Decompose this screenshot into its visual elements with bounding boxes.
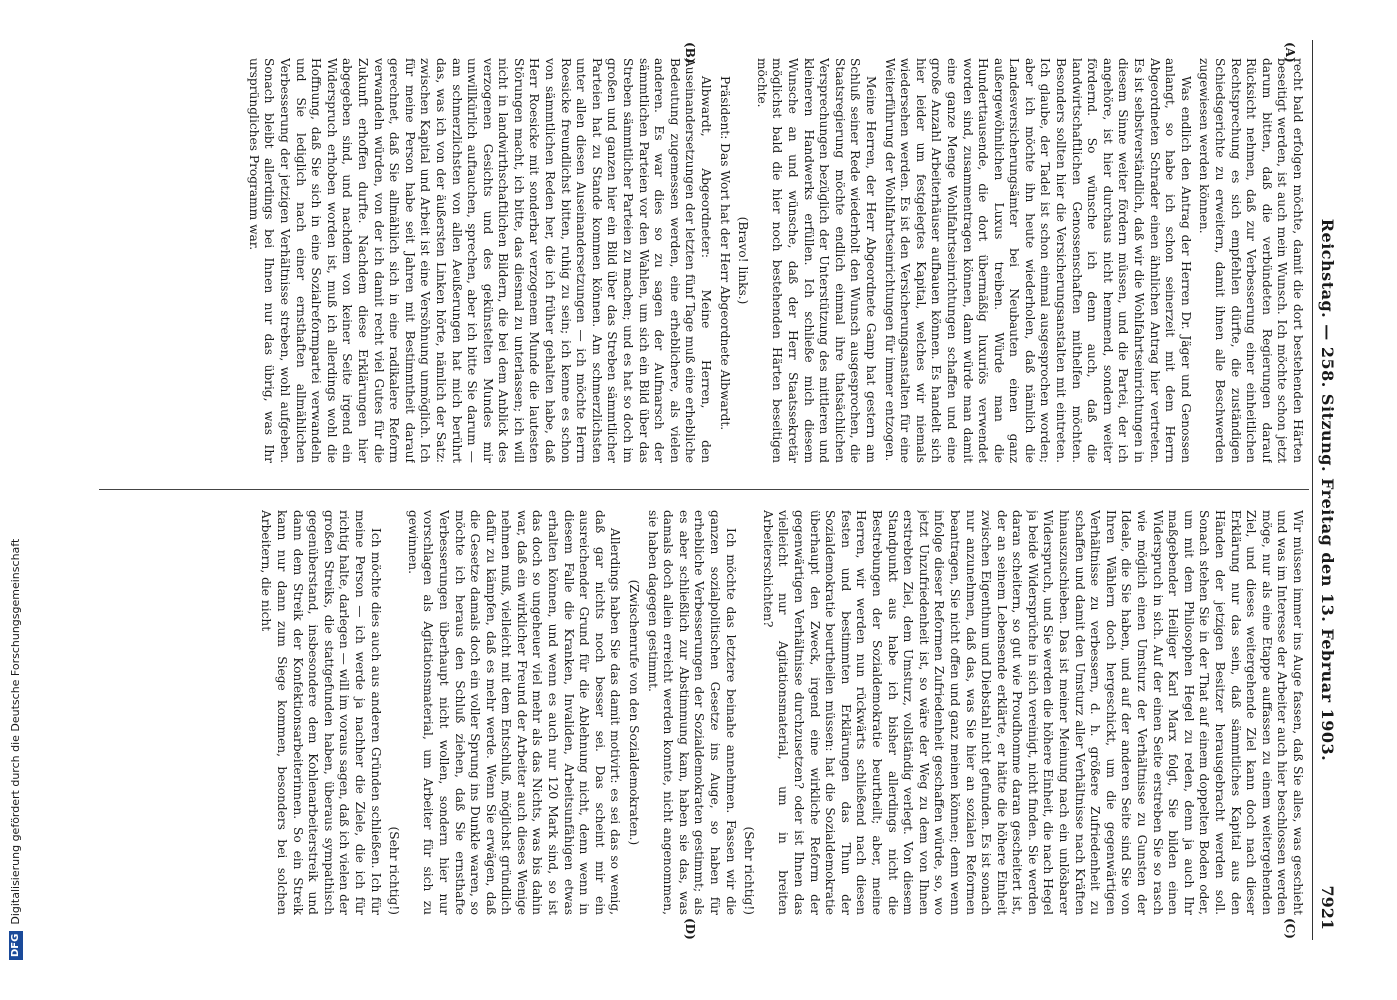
- page-header: [1312, 40, 1337, 940]
- funding-notice: [6, 0, 26, 1000]
- margin-marker-b: (B): [683, 42, 697, 64]
- side-margin: [0, 0, 30, 1000]
- paragraph: (Sehr richtig!): [742, 826, 757, 915]
- paragraph: Was endlich den Antrag der Herren Dr. Jäger und Genossen anlangt, so habe ich schon seinerzeit mit dem Herrn Abgeordneten Schrader einen ähnlichen Antrag hier vertreten. Es ist selbstverständlich, daß wir die Wohlfahrtseinrichtungen in diesem Sinne weiter fördern müssen, und die Partei, der ich angehöre, ist hier durchaus nicht hemmend, sondern weiter fördernd. So wünsche ich denn auch, daß die landwirtschaftlichen Genossenschaften mithelfen möchten. Besonders sollten hier die Versicherungsanstalten mit eintreten. Ich glaube, der Tadel ist schon einmal ausgesprochen worden; aber ich möchte ihn heute wiederholen, daß nämlich die Landesversicherungsämter bei Neubauten einen ganz außergewöhnlichen Luxus treiben. Würde man die Hunderttausende, die dort übermäßig luxuriös verwendet worden sind, zusammentragen können, dann würde man damit eine ganze Menge Wohlfahrtseinrichtungen schaffen und eine große Anzahl Arbeiterhäuser aufbauen können. Es handelt sich hier leider um festgelegtes Kapital, welches wir niemals wiedersehen werden. Es ist den Versicherungsanstalten für eine Weiterführung der Wohlfahrtseinrichtungen für immer entzogen.: [882, 58, 1193, 463]
- dfg-logo: DFG: [9, 931, 23, 960]
- paragraph: Präsident: Das Wort hat der Herr Abgeordnete Albwardt.: [717, 76, 732, 431]
- paragraph: Ich möchte dies auch aus anderen Gründen schließen. Ich für meine Person — ich werde ja nachher die Ziele, die ich für richtig halte, darlegen — will im voraus sagen, daß ich vielen der großen Streiks, die stattgefunden haben, überaus sympathisch gegenüberstand, insbesondere dem Kohlenarbeiterstreik und dann dem Streik der Konfektionsarbeiterinnen. So ein Streik kann nur dann zum Siege kommen, besonders bei solchen Arbeitern, die nicht: [259, 510, 383, 915]
- left-text-column: [105, 58, 1305, 463]
- column-divider: [99, 489, 1309, 490]
- paragraph: Albwardt, Abgeordneter: Meine Herren, den Auseinandersetzungen der letzten fünf Tage muß eine erhebliche Bedeutung zugemessen werden, eine erheblichere, als vielen anderen. Es war dies so zu sagen der Aufmarsch der sämmtlichen Parteien vor den Wahlen, um sich ein Bild über das Streben sämmtlicher Parteien zu machen; und es hat so doch im großen und ganzen hier ein Bild über das Streben sämmtlicher Parteien hat zu Stande kommen können. Am schmerzlichsten unter allen diesen Auseinandersetzungen — ich möchte Herrn Roesicke freundlichst bitten, ruhig zu sein; ich kenne es schon von sämmtlichen Reden her, die ich früher gehalten habe, daß Herr Roesicke mit sonderbar verzogenem Munde die lautesten Störungen macht, ich bitte, das diesmal zu unterlassen; ich will nicht in landwirthschaftlichen Bildern, die bei dem Anblick des verzogenen Gesichts und des gekünstelten Mundes mir unwillkürlich auftauchen, sprechen, aber ich bitte Sie darum — am schmerzlichsten von allen Aeußerungen hat mich berührt das, was ich von der äußersten Linken hörte, nämlich der Satz: zwischen Kapital und Arbeit ist eine Versöhnung unmöglich. Ich für meine Person habe seit Jahren mit Bestimmtheit darauf gerechnet, daß Sie allmählich sich in eine radikalere Reform verwandeln würden, von der ich damit recht viel Gutes für die Zukunft erhoffen durfte. Nachdem diese Erklärungen hier abgegeben sind, und nachdem von keiner Seite irgend ein Widerspruch erhoben worden ist, muß ich allerdings wohl die Hoffnung, daß Sie sich in eine Sozialreformpartei verwandeln und Sie lediglich nach einer ernsthaften allmählichen Verbesserung der jetzigen Verhältnisse streben, wohl aufgeben. Sonach bleibt allerdings bei Ihnen nur das übrig, was Ihr ursprüngliches Programm war.: [246, 58, 714, 463]
- paragraph: (Zwischenrufe von den Sozialdemokraten.): [627, 579, 642, 846]
- page-content-rotated: [87, 40, 1337, 940]
- margin-marker-c: (C): [1283, 918, 1297, 939]
- header-title: Reichstag. — 258. Sitzung. Freitag den 13. Februar 1903.: [1318, 218, 1337, 762]
- paragraph: Meine Herren, der Herr Abgeordnete Gamp hat gestern am Schluß seiner Rede wiederholt den Wunsch ausgesprochen, die Staatsregierung möchte endlich einmal ihre thatsächlichen Versprechungen bezüglich der Unterstützung des mittleren und kleineren Handwerks erfüllen. Ich schließe mich diesem Wunsche an und wünsche, daß der Herr Staatssekretär möglichst bald die hier noch bestehenden Härten beseitigen möchte.: [754, 58, 878, 463]
- paragraph: (Sehr richtig!): [387, 826, 402, 915]
- page-number: 7921: [1318, 885, 1337, 930]
- paragraph: Ich möchte das letztere beinahe annehmen. Fassen wir die ganzen sozialpolitischen Gesetze ins Auge, so haben für erhebliche Verbesserungen der Sozialdemokraten gestimmt; als es aber schließlich zur Abstimmung kam, haben sie das, was damals doch allein erreicht werden konnte, nicht angenommen, sie haben dagegen gestimmt.: [645, 510, 738, 915]
- margin-marker-a: (A): [1283, 42, 1297, 63]
- scanned-page: [87, 40, 1337, 940]
- paragraph: (Bravo! links.): [736, 216, 751, 305]
- funding-label: Digitalisierung gefördert durch die Deutsche Forschungsgemeinschaft: [9, 538, 22, 925]
- margin-marker-d: (D): [683, 918, 697, 940]
- paragraph: Wir müssen immer ins Auge fassen, daß Sie alles, was geschieht und was im Interesse der Arbeiter auch hier beschlossen werden möge, nur als eine Etappe auffassen zu einem weitergehenden Ziel, und dieses weitergehende Ziel kann doch nach dieser Erklärung nur das sein, daß sämmtliches Kapital aus den Händen der jetzigen Besitzer herausgebracht werden soll. Sonach stehen Sie in der That auf einem doppelten Boden oder, um mit dem Philosophen Hegel zu reden, denn ja auch Ihr maßgebender Heiliger Karl Marx folgt, Sie bilden einen Widerspruch in sich. Auf der einen Seite erstreben Sie so rasch wie möglich einen Umsturz der Verhältnisse zu Gunsten der Ideale, die Sie haben, und auf der anderen Seite sind Sie von Ihren Wählern doch hergeschickt, um die gegenwärtigen Verhältnisse zu verbessern, d. h. größere Zufriedenheit zu schaffen und damit den Umsturz aller Verhältnisse nach Kräften hinauszuschieben. Das ist meiner Meinung nach ein unlösbarer Widerspruch, und Sie werden die höhere Einheit, die nach Hegel ja beide Widersprüche in sich vereinigt, nicht finden. Sie werden daran scheitern, so gut wie Proudhomme daran gescheitert ist, der an seinem Lebensende erklärte, er hätte die höhere Einheit zwischen Eigenthum und Diebstahl nicht gefunden. Es ist sonach nur anzunehmen, daß das, was Sie hier an sozialen Reformen beantragen, Sie nicht offen und ganz meinen können; denn wenn infolge dieser Reformen Zufriedenheit geschaffen würde, so, wo jetzt Unzufriedenheit ist, so wäre der Weg zu dem von Ihnen erstrebten Ziel, dem Umsturz, vollständig verlegt. Von diesem Standpunkt aus habe ich bisher allerdings nicht die Bestrebungen der Sozialdemokratie beurtheilt; aber, meine Herren, wir werden nun rückwärts schließend nach diesen festen und bestimmten Erklärungen das Thun der Sozialdemokratie beurtheilen müssen: hat die Sozialdemokratie überhaupt den Zweck, irgend eine wirkliche Reform der gegenwärtigen Verhältnisse durchzusetzen? oder ist Ihnen das vielleicht nur Agitationsmaterial, um in breiten Arbeiterschichten?: [760, 510, 1305, 915]
- right-text-column: [105, 510, 1305, 915]
- paragraph: recht bald erfolgen möchte, damit die dort bestehenden Härten beseitigt werden, ist auch mein Wunsch. Ich möchte schon jetzt darum bitten, daß die verbündeten Regierungen darauf Rücksicht nehmen, daß zur Verbesserung einer einheitlichen Rechtsprechung es sich empfehlen dürfte, die zuständigen Schiedsgerichte zu erweitern, damit ihnen alle Beschwerden zugewiesen werden können.: [1197, 58, 1305, 463]
- paragraph: Allerdings haben Sie das damit motivirt: es sei das so wenig, daß gar nichts noch besser sei. Das scheint mir ein ausreichender Grund für die Ablehnung nicht, denn wenn in diesem Falle die Kranken, Invaliden, Arbeitsunfähigen etwas erhalten können, und wenn es auch nur 120 Mark sind, so ist das doch so ungeheuer viel mehr als das Nichts, was bis dahin war, daß ein wirklicher Freund der Arbeiter auch dieses Wenige nehmen muß, vielleicht mit dem Entschluß, möglichst gründlich dafür zu kämpfen, daß es mehr werde. Wenn Sie erwägen, daß die Gesetze damals doch ein voller Sprung ins Dunkle waren, so möchte ich heraus den Schluß ziehen, daß Sie ernsthafte Verbesserungen überhaupt nicht wollen, sondern hier nur vorschlagen als Agitationsmaterial, um Arbeiter für sich zu gewinnen.: [405, 510, 623, 915]
